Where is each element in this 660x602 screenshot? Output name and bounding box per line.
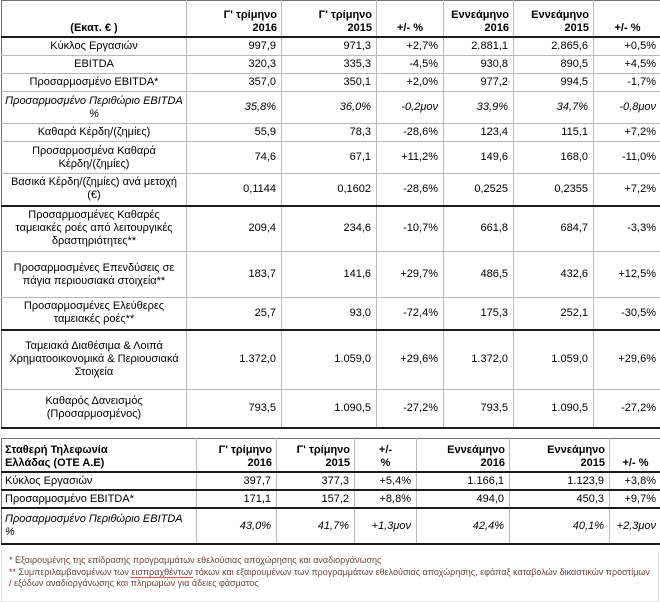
value-cell: -10,7% <box>377 206 444 252</box>
value-cell: 1.372,0 <box>187 330 282 390</box>
header-text: 2015 <box>281 457 350 470</box>
value-cell: 971,3 <box>282 37 377 56</box>
value-cell: 494,0 <box>417 490 510 508</box>
value-cell: 33,9% <box>444 92 514 124</box>
table-row <box>2 92 660 124</box>
header-text: Γ' τρίμηνο <box>281 444 350 457</box>
table-row <box>2 330 660 390</box>
value-cell: -3,3% <box>594 206 660 252</box>
value-cell: 930,8 <box>444 56 514 74</box>
value-cell: 171,1 <box>197 490 277 508</box>
value-cell: 397,7 <box>197 472 277 490</box>
value-cell: 1.166,1 <box>417 472 510 490</box>
value-cell: 67,1 <box>282 142 377 174</box>
row-label: Προσαρμοσμένες Καθαρές ταμειακές ροές από λειτουργικές δραστηριότητες** <box>2 206 187 252</box>
value-cell: 350,1 <box>282 74 377 92</box>
header-text: Γ' τρίμηνο <box>201 444 272 457</box>
value-cell: -28,6% <box>377 124 444 142</box>
value-cell: 450,3 <box>510 490 610 508</box>
header-text: +/- % <box>614 457 657 470</box>
value-cell: 168,0 <box>514 142 594 174</box>
value-cell: 1.090,5 <box>282 390 377 428</box>
header-text: 2015 <box>514 457 605 470</box>
header-text: 2016 <box>191 22 277 35</box>
value-cell: 1.059,0 <box>514 330 594 390</box>
value-cell: 234,6 <box>282 206 377 252</box>
row-label-header <box>2 438 197 472</box>
value-cell: 175,3 <box>444 298 514 330</box>
group-financials-table <box>1 0 660 429</box>
row-label: EBITDA <box>2 56 187 74</box>
row-label: Βασικά Κέρδη/(ζημίες) ανά μετοχή (€) <box>2 174 187 206</box>
value-cell: +2,0% <box>377 74 444 92</box>
table-row <box>2 472 660 490</box>
value-cell: 977,2 <box>444 74 514 92</box>
value-cell: 377,3 <box>277 472 355 490</box>
row-label: Ταμειακά Διαθέσιμα & Λοιπά Χρηματοοικονομικά & Περιουσιακά Στοιχεία <box>2 330 187 390</box>
header-text: Γ' τρίμηνο <box>286 9 372 22</box>
header-text: Εννεάμηνο <box>518 9 589 22</box>
value-cell: 209,4 <box>187 206 282 252</box>
table-row <box>2 74 660 92</box>
row-label: Προσαρμοσμένα Καθαρά Κέρδη/(ζημίες) <box>2 142 187 174</box>
header-text: (Εκατ. € ) <box>6 22 182 35</box>
value-cell: 335,3 <box>282 56 377 74</box>
value-cell: -27,2% <box>594 390 660 428</box>
column-header <box>377 1 444 37</box>
value-cell: 157,2 <box>277 490 355 508</box>
header-text: Σταθερή Τηλεφωνία <box>5 444 192 457</box>
value-cell: +3,8% <box>610 472 660 490</box>
value-cell: +7,2% <box>594 124 660 142</box>
value-cell: 34,7% <box>514 92 594 124</box>
table-row <box>2 252 660 298</box>
row-label: Προσαρμοσμένες Ελεύθερες ταμειακές ροές** <box>2 298 187 330</box>
row-label: Προσαρμοσμένο EBITDA* <box>2 490 197 508</box>
footnote-2-prefix: ** Συμπεριλαμβανομένων των <box>9 567 131 577</box>
value-cell: -0,8μον <box>594 92 660 124</box>
row-label-header <box>2 1 187 37</box>
footnotes-block <box>1 550 659 602</box>
header-text: 2015 <box>518 22 589 35</box>
header-text: 2016 <box>201 457 272 470</box>
table-row <box>2 206 660 252</box>
value-cell: 141,6 <box>282 252 377 298</box>
row-label: Προσαρμοσμένο EBITDA* <box>2 74 187 92</box>
value-cell: 35,8% <box>187 92 282 124</box>
row-label: Καθαρός Δανεισμός (Προσαρμοσμένος) <box>2 390 187 428</box>
value-cell: 997,9 <box>187 37 282 56</box>
value-cell: 661,8 <box>444 206 514 252</box>
header-text: +/- <box>359 444 412 457</box>
value-cell: 78,3 <box>282 124 377 142</box>
value-cell: +1,3μον <box>355 508 417 544</box>
value-cell: +2,7% <box>377 37 444 56</box>
table-row <box>2 124 660 142</box>
value-cell: 432,6 <box>514 252 594 298</box>
value-cell: +11,2% <box>377 142 444 174</box>
value-cell: 2.865,6 <box>514 37 594 56</box>
footnote-2-suffix: τόκων και εξαιρουμένων των προγραμμάτων εθελούσιας αποχώρησης, εφάπαξ καταβολών δικαστικών προστίμων / εξόδων αναδιοργάνωσης και πληρωμών για άδειες φάσματος <box>9 567 650 589</box>
value-cell: +12,5% <box>594 252 660 298</box>
table-row <box>2 390 660 428</box>
value-cell: 0,1602 <box>282 174 377 206</box>
value-cell: 36,0% <box>282 92 377 124</box>
value-cell: +29,6% <box>594 330 660 390</box>
value-cell: 357,0 <box>187 74 282 92</box>
value-cell: 93,0 <box>282 298 377 330</box>
value-cell: +2,3μον <box>610 508 660 544</box>
table-row <box>2 298 660 330</box>
value-cell: 793,5 <box>187 390 282 428</box>
row-label: Κύκλος Εργασιών <box>2 472 197 490</box>
value-cell: 890,5 <box>514 56 594 74</box>
column-header <box>444 1 514 37</box>
value-cell: 1.090,5 <box>514 390 594 428</box>
header-text: +/- % <box>598 22 657 35</box>
value-cell: 0,2525 <box>444 174 514 206</box>
table-row <box>2 490 660 508</box>
header-text: +/- % <box>381 22 439 35</box>
table-row <box>2 56 660 74</box>
value-cell: +9,7% <box>610 490 660 508</box>
row-label: Προσαρμοσμένες Επενδύσεις σε πάγια περιουσιακά στοιχεία** <box>2 252 187 298</box>
value-cell: 41,7% <box>277 508 355 544</box>
footnote-2-misspelled-word: εισπραχθέντων <box>131 567 192 578</box>
value-cell: -27,2% <box>377 390 444 428</box>
header-text: 2015 <box>286 22 372 35</box>
row-label: Καθαρά Κέρδη/(ζημίες) <box>2 124 187 142</box>
value-cell: 40,1% <box>510 508 610 544</box>
column-header <box>510 438 610 472</box>
column-header <box>355 438 417 472</box>
footnote-2 <box>9 567 651 590</box>
value-cell: 25,7 <box>187 298 282 330</box>
value-cell: 42,4% <box>417 508 510 544</box>
value-cell: -4,5% <box>377 56 444 74</box>
header-text: % <box>359 457 412 470</box>
column-header <box>197 438 277 472</box>
table-row <box>2 142 660 174</box>
value-cell: +29,7% <box>377 252 444 298</box>
value-cell: -0,2μον <box>377 92 444 124</box>
header-text: Γ' τρίμηνο <box>191 9 277 22</box>
column-header <box>514 1 594 37</box>
value-cell: +8,8% <box>355 490 417 508</box>
column-header <box>282 1 377 37</box>
header-row <box>2 1 660 37</box>
value-cell: 1.123,9 <box>510 472 610 490</box>
value-cell: 43,0% <box>197 508 277 544</box>
row-label: Προσαρμοσμένο Περιθώριο EBITDA % <box>2 508 197 544</box>
value-cell: +4,5% <box>594 56 660 74</box>
value-cell: +29,6% <box>377 330 444 390</box>
table-row <box>2 37 660 56</box>
value-cell: -1,7% <box>594 74 660 92</box>
header-text: Εννεάμηνο <box>448 9 509 22</box>
value-cell: 74,6 <box>187 142 282 174</box>
column-header <box>594 1 660 37</box>
value-cell: -30,5% <box>594 298 660 330</box>
value-cell: 684,7 <box>514 206 594 252</box>
header-text: 2016 <box>448 22 509 35</box>
footnote-1 <box>9 555 651 567</box>
header-row <box>2 438 660 472</box>
fixed-telephony-table <box>1 438 660 546</box>
value-cell: 0,1144 <box>187 174 282 206</box>
value-cell: 149,6 <box>444 142 514 174</box>
header-text: 2016 <box>421 457 505 470</box>
table-row <box>2 174 660 206</box>
value-cell: 55,9 <box>187 124 282 142</box>
value-cell: 183,7 <box>187 252 282 298</box>
header-text: Εννεάμηνο <box>514 444 605 457</box>
value-cell: 320,3 <box>187 56 282 74</box>
value-cell: 486,5 <box>444 252 514 298</box>
value-cell: +0,5% <box>594 37 660 56</box>
value-cell: 793,5 <box>444 390 514 428</box>
column-header <box>187 1 282 37</box>
value-cell: 123,4 <box>444 124 514 142</box>
value-cell: -28,6% <box>377 174 444 206</box>
column-header <box>610 438 660 472</box>
value-cell: +7,2% <box>594 174 660 206</box>
row-label: Προσαρμοσμένο Περιθώριο EBITDA % <box>2 92 187 124</box>
value-cell: 1.372,0 <box>444 330 514 390</box>
value-cell: 2.881,1 <box>444 37 514 56</box>
footnote-1-text: * Εξαιρουμένης της επίδρασης προγραμμάτων εθελούσιας αποχώρησης και αναδιοργάνωσης <box>9 555 381 565</box>
column-header <box>417 438 510 472</box>
value-cell: 252,1 <box>514 298 594 330</box>
value-cell: -11,0% <box>594 142 660 174</box>
value-cell: 1.059,0 <box>282 330 377 390</box>
table-row <box>2 508 660 544</box>
header-text: Εννεάμηνο <box>421 444 505 457</box>
value-cell: -72,4% <box>377 298 444 330</box>
value-cell: +5,4% <box>355 472 417 490</box>
value-cell: 115,1 <box>514 124 594 142</box>
header-text: Ελλάδας (ΟΤΕ Α.Ε) <box>5 457 192 470</box>
value-cell: 0,2355 <box>514 174 594 206</box>
column-header <box>277 438 355 472</box>
row-label: Κύκλος Εργασιών <box>2 37 187 56</box>
value-cell: 994,5 <box>514 74 594 92</box>
